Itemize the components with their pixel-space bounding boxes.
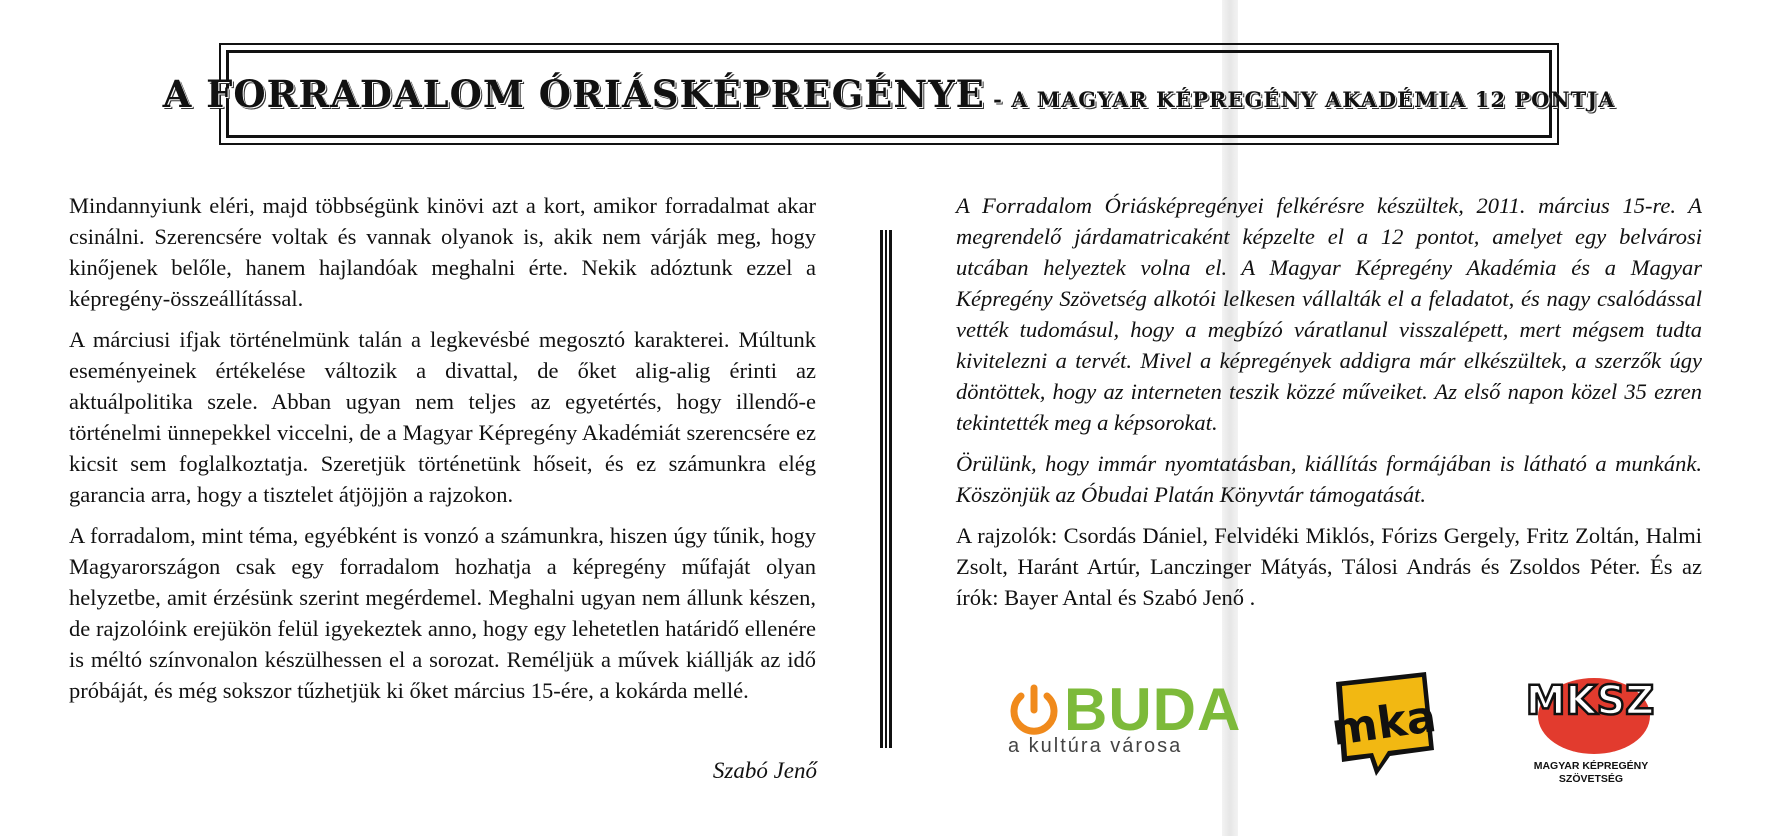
mksz-caption (1524, 760, 1658, 786)
title-banner (162, 43, 1616, 145)
power-icon (1004, 684, 1064, 740)
obuda-logo (1004, 676, 1242, 758)
banner-title-sub: - A MAGYAR KÉPREGÉNY AKADÉMIA 12 PONTJA (984, 87, 1616, 112)
right-column (956, 190, 1702, 623)
right-paragraph-1: A Forradalom Óriásképregényei felkérésre készültek, 2011. március 15-re. A megrendelő járdamatricaként képzelte el a 12 pontot, amelyet egy belvárosi utcában helyeztek volna el. A Magyar Képregény Akadémia és a Magyar Képregény Szövetség alkotói lelkesen vállalták el a feladatot, és nagy csalódással vették tudomásul, hogy a megbízó váratlanul visszalépett, mert mégsem tudta kivitelezni a tervét. Mivel a képregények addigra már elkészültek, a szerzők úgy döntöttek, hogy az interneten teszik közzé műveiket. Az első napon közel 35 ezren tekintették meg a képsorokat. (956, 193, 1702, 435)
left-paragraph-2: A márciusi ifjak történelmünk talán a legkevésbé megosztó karakterei. Múltunk eseményeinek értékelése változik a divattal, de őket alig-alig érinti az aktuálpolitika szele. Abban ugyan nem teljes az egyetértés, hogy illendő-e történelmi ünnepekkel viccelni, de a Magyar Képregény Akadémiát szerencsére ez kicsit sem foglalkoztatja. Szeretjük történetünk hőseit, és ez számunkra elég garancia arra, hogy a tisztelet átjöjjön a rajzokon. (69, 327, 816, 507)
credits-paragraph: A rajzolók: Csordás Dániel, Felvidéki Miklós, Fórizs Gergely, Fritz Zoltán, Halmi Zsolt, Haránt Artúr, Lanczinger Mátyás, Tálosi András és Zsoldos Péter. És az írók: Bayer Antal és Szabó Jenő . (956, 523, 1702, 610)
left-paragraph-1: Mindannyiunk eléri, majd többségünk kinövi azt a kort, amikor forradalmat akar csinálni. Szerencsére voltak és vannak olyanok is, akik nem várják meg, hogy kinőjenek belőle, hanem hajlandóak meghalni érte. Nekik adóztunk ezzel a képregény-összeállítással. (69, 193, 816, 311)
banner-title-main: A FORRADALOM ÓRIÁSKÉPREGÉNYE (162, 72, 985, 116)
author-signature: Szabó Jenő (712, 758, 817, 783)
mksz-caption-line1: MAGYAR KÉPREGÉNY (1533, 760, 1649, 772)
column-divider (880, 230, 894, 748)
obuda-tagline: a kultúra városa (1008, 735, 1183, 757)
mka-badge-icon (1318, 664, 1442, 780)
left-paragraph-3: A forradalom, mint téma, egyébként is vonzó a számunkra, hiszen úgy tűnik, hogy Magyarországon csak egy forradalom hozhatja a képregény műfaját olyan helyzetbe, amit érzésünk szerint megérdemel. Meghalni ugyan nem állunk készen, de rajzolóink erejükön felül igyekeztek anno, hogy egy lehetetlen határidő ellenére is méltó színvonalon készülhessen el a sorozat. Reméljük a művek kiállják az idő próbáját, és még sokszor tűzhetjük ki őket március 15-ére, a kokárda mellé. (69, 523, 816, 703)
mksz-caption-line2: SZÖVETSÉG (1558, 773, 1624, 785)
mksz-badge-icon (1524, 664, 1658, 760)
mksz-logo (1524, 664, 1658, 794)
mka-text: mka (1328, 690, 1440, 757)
page-title (163, 72, 1616, 116)
obuda-wordmark: BUDA (1064, 676, 1242, 743)
left-column (69, 190, 816, 716)
mksz-letters: MKSZ (1525, 678, 1655, 724)
mka-logo (1318, 664, 1442, 780)
right-paragraph-2: Örülünk, hogy immár nyomtatásban, kiállítás formájában is látható a munkánk. Köszönjük az Óbudai Platán Könyvtár támogatását. (956, 451, 1702, 507)
